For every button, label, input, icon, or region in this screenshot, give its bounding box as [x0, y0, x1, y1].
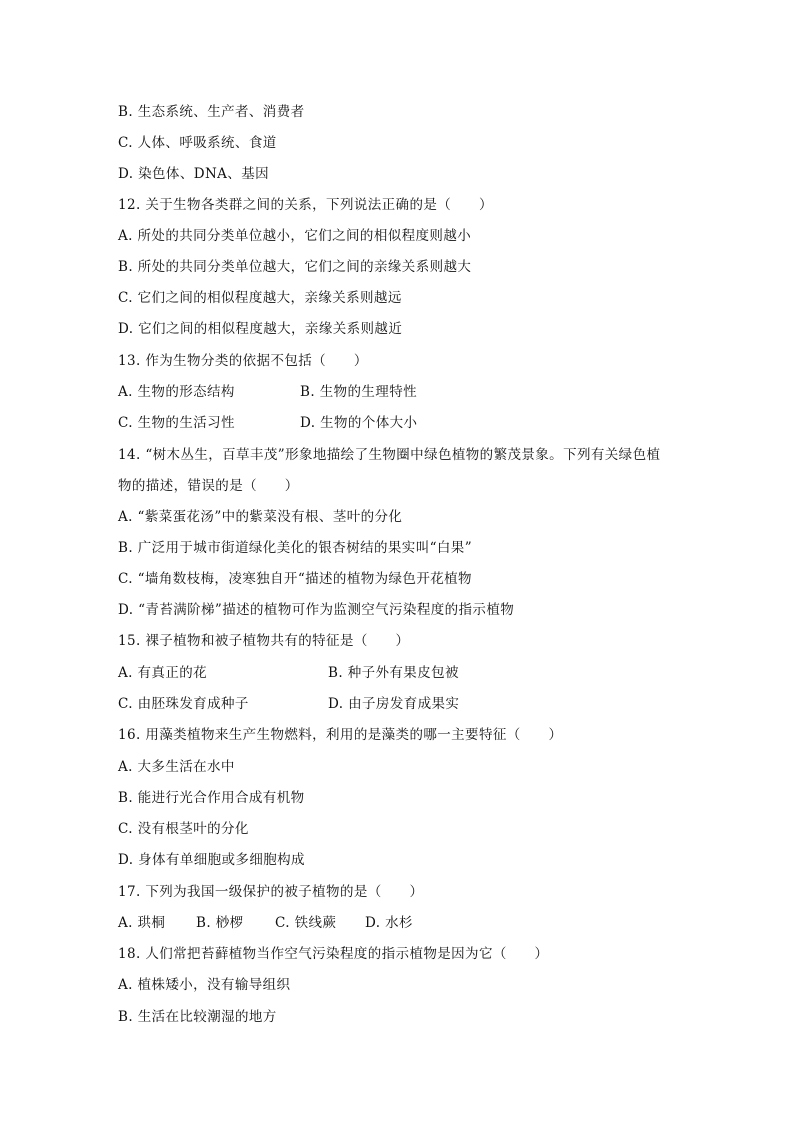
- question-12-option-c: C. 它们之间的相似程度越大，亲缘关系则越远: [118, 290, 402, 306]
- question-15-option-c: C. 由胚珠发育成种子: [118, 696, 249, 712]
- question-17-option-d: D. 水杉: [365, 915, 413, 931]
- question-12-option-d: D. 它们之间的相似程度越大，亲缘关系则越近: [118, 321, 403, 337]
- question-12: 12. 关于生物各类群之间的关系，下列说法正确的是（ ）: [118, 197, 493, 213]
- question-15-option-b: B. 种子外有果皮包被: [328, 665, 459, 681]
- question-17: 17. 下列为我国一级保护的被子植物的是（ ）: [118, 884, 424, 900]
- question-17-option-a: A. 珙桐: [118, 915, 166, 931]
- question-14-option-c: C. “墙角数枝梅，凌寒独自开“描述的植物为绿色开花植物: [118, 571, 472, 587]
- option-d-line: D. 染色体、DNA、基因: [118, 166, 270, 182]
- question-16-option-c: C. 没有根茎叶的分化: [118, 821, 249, 837]
- question-13-option-d: D. 生物的个体大小: [300, 415, 418, 431]
- option-c-line: C. 人体、呼吸系统、食道: [118, 135, 277, 151]
- question-17-option-c: C. 铁线蕨: [275, 915, 337, 931]
- question-14-line-1: 14. “树木丛生，百草丰茂”形象地描绘了生物圈中绿色植物的繁茂景象。下列有关绿色植: [118, 447, 661, 463]
- question-15-option-a: A. 有真正的花: [118, 665, 208, 681]
- question-16-option-b: B. 能进行光合作用合成有机物: [118, 790, 305, 806]
- question-12-option-b: B. 所处的共同分类单位越大，它们之间的亲缘关系则越大: [118, 259, 472, 275]
- question-16: 16. 用藻类植物来生产生物燃料，利用的是藻类的哪一主要特征（ ）: [118, 727, 563, 743]
- question-16-option-d: D. 身体有单细胞或多细胞构成: [118, 852, 305, 868]
- question-12-option-a: A. 所处的共同分类单位越小，它们之间的相似程度则越小: [118, 228, 472, 244]
- question-14-option-b: B. 广泛用于城市街道绿化美化的银杏树结的果实叫“白果”: [118, 540, 473, 556]
- question-14-option-a: A. “紫菜蛋花汤”中的紫菜没有根、茎叶的分化: [118, 509, 403, 525]
- question-14-option-d: D. “青苔满阶梯”描述的植物可作为监测空气污染程度的指示植物: [118, 602, 515, 618]
- question-14-line-2: 物的描述，错误的是（ ）: [118, 478, 299, 494]
- option-b-line: B. 生态系统、生产者、消费者: [118, 104, 305, 120]
- question-17-option-b: B. 桫椤: [196, 915, 244, 931]
- question-18: 18. 人们常把苔藓植物当作空气污染程度的指示植物是因为它（ ）: [118, 946, 549, 962]
- question-16-option-a: A. 大多生活在水中: [118, 759, 235, 775]
- question-15: 15. 裸子植物和被子植物共有的特征是（ ）: [118, 633, 410, 649]
- question-15-option-d: D. 由子房发育成果实: [328, 696, 460, 712]
- question-13-option-a: A. 生物的形态结构: [118, 384, 235, 400]
- question-18-option-b: B. 生活在比较潮湿的地方: [118, 1009, 277, 1025]
- question-13-option-b: B. 生物的生理特性: [300, 384, 418, 400]
- question-13: 13. 作为生物分类的依据不包括（ ）: [118, 353, 368, 369]
- question-13-option-c: C. 生物的生活习性: [118, 415, 235, 431]
- question-18-option-a: A. 植株矮小，没有输导组织: [118, 977, 291, 993]
